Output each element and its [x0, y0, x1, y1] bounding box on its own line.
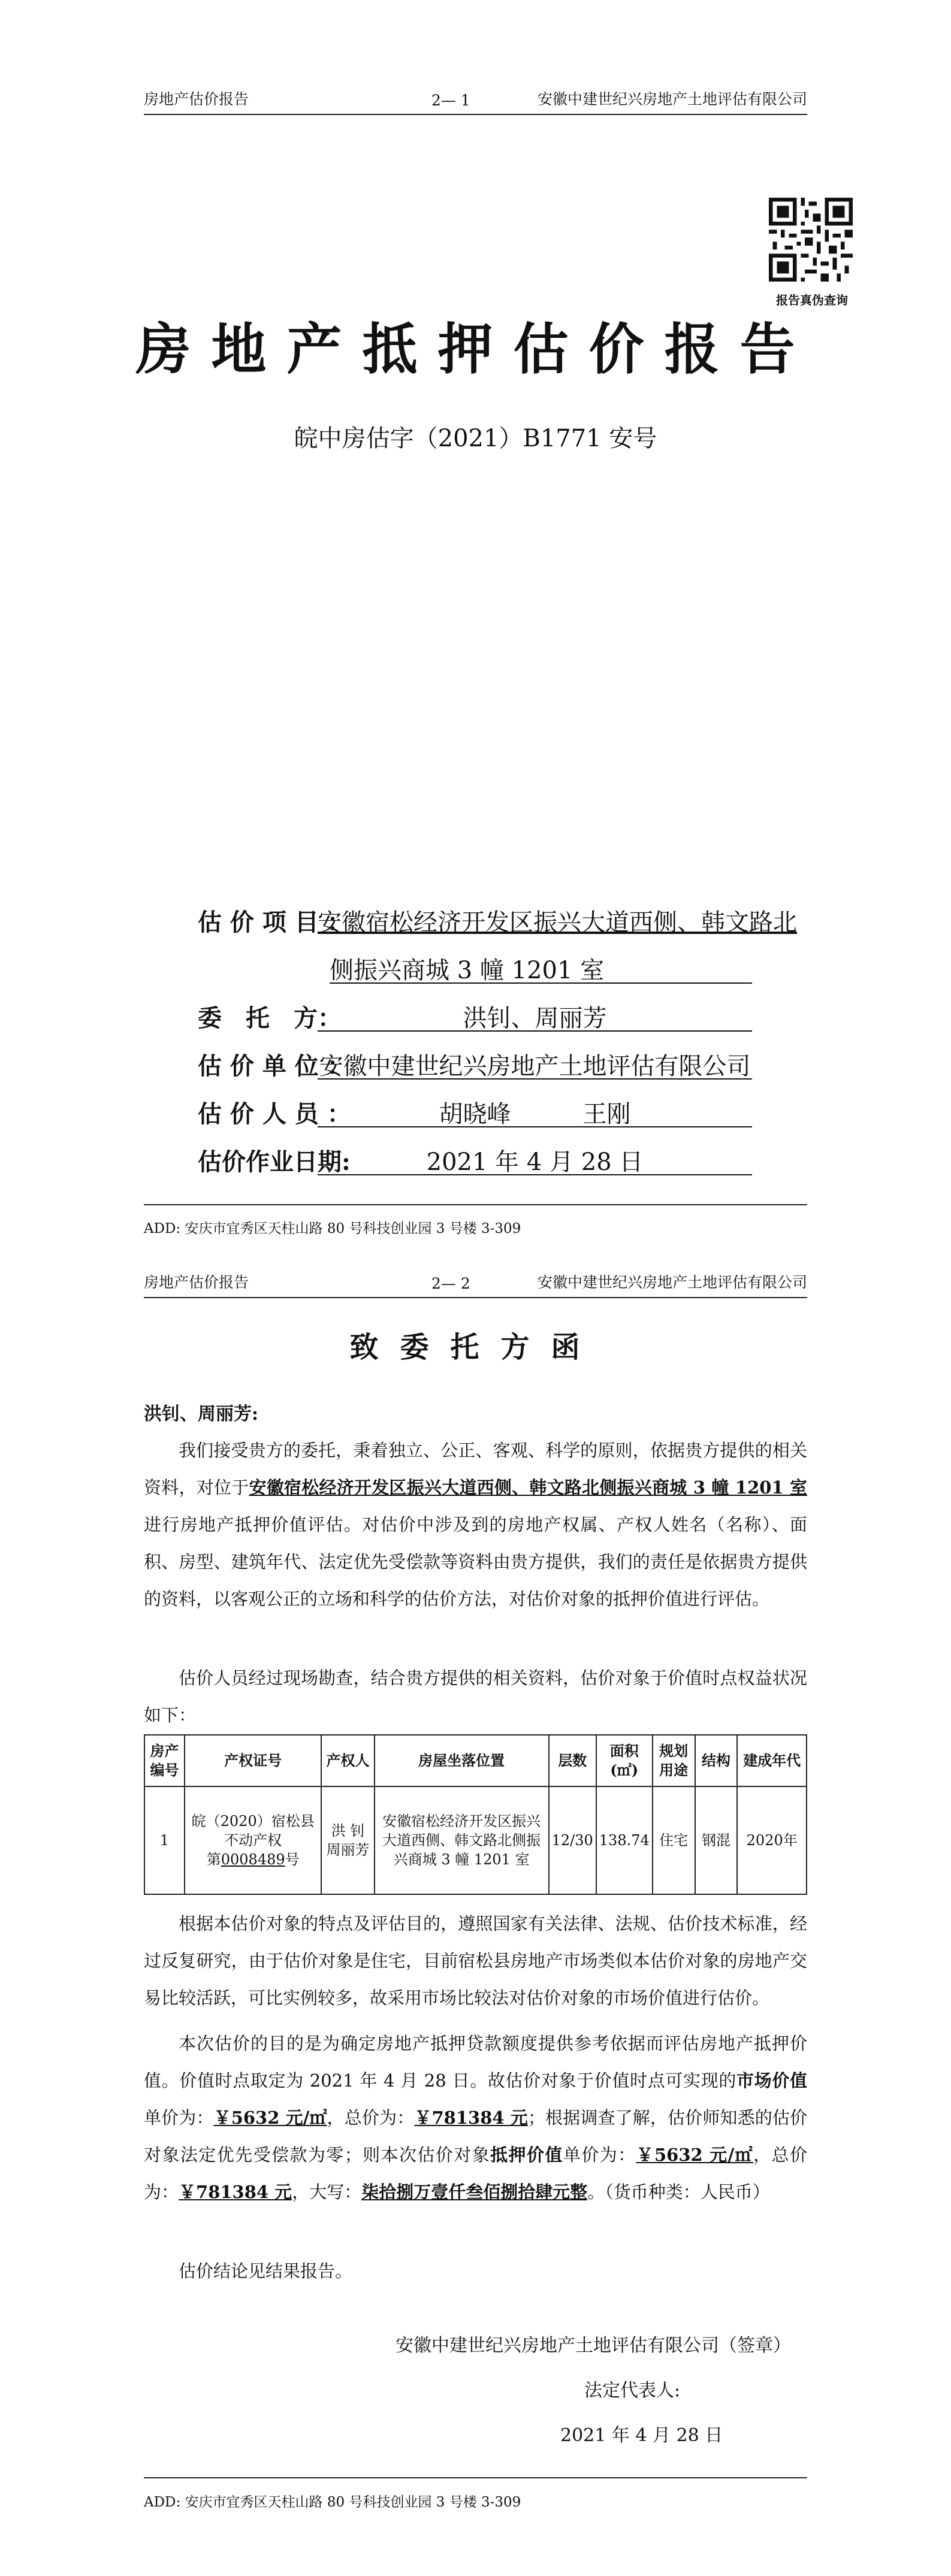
col-header: 面积(㎡): [596, 1735, 653, 1786]
header-page-number: 2— 2: [431, 1275, 470, 1292]
cert-number: 0008489: [221, 1851, 285, 1868]
cell-location: 安徽宿松经济开发区振兴大道西侧、韩文路北侧振兴商城 3 幢 1201 室: [375, 1786, 549, 1894]
paragraph-3: [144, 1905, 807, 2016]
col-header: 产权证号: [185, 1735, 321, 1786]
p5-text: 估价结论见结果报告。: [179, 2261, 353, 2281]
project-value-line2: 侧振兴商城 3 幢 1201 室: [330, 957, 605, 984]
footer-divider: [144, 1204, 807, 1205]
cell-floors: 12/30: [549, 1786, 596, 1894]
cell-cert: [185, 1786, 321, 1894]
p2-text: 估价人员经过现场勘查，结合贵方提供的相关资料，估价对象于价值时点权益状况如下：: [144, 1668, 807, 1725]
paragraph-2: [144, 1659, 807, 1734]
col-header: 结构: [695, 1735, 738, 1786]
underline: [318, 1030, 752, 1032]
col-header: 层数: [549, 1735, 596, 1786]
p1-text-a: 我们接受贵方的委托，秉着独立、公正、客观、科学的原则，依据贵方提供的相关资料，对位于: [144, 1440, 807, 1498]
cert-text: 皖（2020）宿松县不动产权: [191, 1813, 315, 1849]
col-header: 产权人: [321, 1735, 374, 1786]
p4-text: ，大写：: [292, 2182, 362, 2202]
signature-company: 安徽中建世纪兴房地产土地评估有限公司（签章）: [396, 2335, 791, 2356]
header-company: 安徽中建世纪兴房地产土地评估有限公司: [537, 90, 807, 108]
cell-use: 住宅: [653, 1786, 695, 1894]
client-value: 洪钊、周丽芳: [463, 1005, 607, 1032]
header-company: 安徽中建世纪兴房地产土地评估有限公司: [537, 1274, 807, 1291]
cert-prefix: 第: [206, 1851, 221, 1868]
report-title: 房地产抵押估价报告: [135, 317, 816, 382]
client-label: 委 托 方：: [198, 1004, 342, 1032]
footer-address: ADD: 安庆市宜秀区天柱山路 80 号科技创业园 3 号楼 3-309: [144, 2495, 521, 2510]
cell-area: 138.74: [596, 1786, 653, 1894]
project-label: 估 价 项 目 ：: [198, 908, 351, 936]
report-number: 皖中房估字（2021）B1771 安号: [294, 425, 657, 452]
appraiser-label: 估 价 人 员 ：: [198, 1100, 351, 1128]
project-value-line1: 安徽宿松经济开发区振兴大道西侧、韩文路北: [318, 909, 797, 936]
col-header: 房屋坐落位置: [375, 1735, 549, 1786]
signature-representative: 法定代表人:: [584, 2380, 681, 2401]
mortgage-value-label: 抵押价值: [490, 2145, 563, 2165]
header-left: 房地产估价报告: [144, 90, 249, 108]
header-left: 房地产估价报告: [144, 1274, 249, 1291]
col-header: 房产编号: [144, 1735, 185, 1786]
table-header-row: [144, 1735, 807, 1786]
footer-address: ADD: 安庆市宜秀区天柱山路 80 号科技创业园 3 号楼 3-309: [144, 1221, 521, 1236]
date-value: 2021 年 4 月 28 日: [426, 1148, 644, 1176]
market-value-label: 市场价值: [736, 2070, 807, 2091]
cell-year: 2020年: [737, 1786, 807, 1894]
table-row: [144, 1786, 807, 1894]
underline: [330, 982, 752, 984]
footer-divider: [144, 2477, 807, 2478]
header-page-number: 2— 1: [431, 92, 470, 109]
unit-label: 估 价 单 位 ：: [198, 1052, 351, 1080]
date-label: 估价作业日期:: [198, 1148, 351, 1176]
qr-label: 报告真伪查询: [776, 293, 848, 307]
signature-date: 2021 年 4 月 28 日: [560, 2425, 723, 2446]
letter-title: 致委托方函: [349, 1331, 602, 1364]
cell-owner: 洪 钊 周丽芳: [321, 1786, 374, 1894]
paragraph-4: [144, 2025, 807, 2211]
p4-text: 。（货币种类：人民币）: [587, 2182, 770, 2202]
p4-text: 单价为：: [144, 2108, 214, 2128]
col-header: 建成年代: [737, 1735, 807, 1786]
underline: [318, 1174, 752, 1175]
cert-suffix: 号: [285, 1851, 300, 1868]
p1-text-b: 进行房地产抵押价值评估。对估价中涉及到的房地产权属、产权人姓名（名称）、面积、房型、建筑年代、法定优先受偿款等资料由贵方提供，我们的责任是依据贵方提供的资料，以客观公正的立场和科学的估价方法，对估价对象的抵押价值进行评估。: [144, 1514, 807, 1609]
underline: [318, 1078, 752, 1080]
market-unit-price: ￥5632 元/㎡: [213, 2108, 327, 2128]
col-header: 规划用途: [653, 1735, 695, 1786]
amount-in-words: 柒拾捌万壹仟叁佰捌拾肆元整: [361, 2182, 588, 2202]
paragraph-5: [144, 2253, 807, 2290]
p4-text: ，总价为：: [327, 2108, 415, 2128]
cell-no: 1: [144, 1786, 185, 1894]
qr-code-icon[interactable]: [769, 198, 853, 282]
p3-text: 根据本估价对象的特点及评估目的，遵照国家有关法律、法规、估价技术标准，经过反复研究，由于估价对象是住宅，目前宿松县房地产市场类似本估价对象的房地产交易比较活跃，可比实例较多，故采用市场比较法对估价对象的市场价值进行估价。: [144, 1913, 807, 2008]
salutation: 洪钊、周丽芳:: [144, 1404, 259, 1425]
p4-text: 单价为：: [563, 2145, 636, 2165]
page-header: [144, 1273, 807, 1298]
property-table: [144, 1734, 807, 1895]
page-header: [144, 90, 807, 115]
p4-text: ；根据调查了解，估价师知悉的估价对象法定优先受偿款为零；则本次估价对象: [144, 2108, 807, 2165]
appraiser-value: 胡晓峰 王刚: [439, 1100, 631, 1128]
mortgage-total-price: ￥781384 元: [179, 2182, 292, 2202]
p4-text: 本次估价的目的是为确定房地产抵押贷款额度提供参考依据而评估房地产抵押价值。价值时点取定为 2021 年 4 月 28 日。故估价对象于价值时点可实现的: [144, 2033, 807, 2091]
p4-text: ，总价为：: [144, 2145, 807, 2202]
p1-property-address: 安徽宿松经济开发区振兴大道西侧、韩文路北侧振兴商城 3 幢 1201 室: [249, 1477, 807, 1498]
cell-structure: 钢混: [695, 1786, 738, 1894]
unit-value: 安徽中建世纪兴房地产土地评估有限公司: [319, 1053, 751, 1080]
underline: [318, 1126, 752, 1127]
mortgage-unit-price: ￥5632 元/㎡: [636, 2145, 754, 2165]
market-total-price: ￥781384 元: [414, 2108, 528, 2128]
paragraph-1: [144, 1432, 807, 1617]
